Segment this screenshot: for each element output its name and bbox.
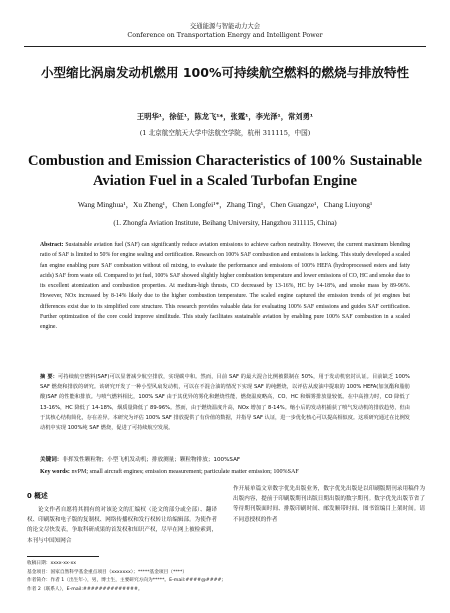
keywords-en <box>40 468 410 477</box>
footnote-divider <box>27 556 99 557</box>
abstract-en-text: Sustainable aviation fuel (SAF) can significantly reduce aviation emissions to achieve carbon neutrality. However, the current maximum blending ratio of SAF is limited to 50% for engine sealing and certification. Research on 100% SAF combustion and emissions is lacking. This study developed a scaled fan engine enabling pure SAF combustion without oil mixing, to evaluate the performance and emissions of 100% HEFA (hydroprocessed esters and fatty acids) SAF from waste oil. Compared to jet fuel, 100% SAF showed slightly higher combustion temperature and lower emissions of CO, HC and smoke due to its excellent atomization and combustion properties. At medium-high thrusts, CO decreased by 13-16%, HC by 14-18%, and smoke mass by 89-96%. However, NOx increased by 8-14% likely due to the higher combustion temperature. The scaled engine captured the emission trends of jet engines but differences exist due to its simplified core structure. This research provides valuable data for evaluating 100% SAF emissions and guides SAF certification. Further optimization of the core could improve similitude. This study facilitates sustainable aviation by enabling pure 100% SAF combustion in a scaled engine. <box>40 242 410 330</box>
paper-title-en: Combustion and Emission Characteristics of 100% Sustainable Aviation Fuel in a Scaled Turbofan Engine <box>27 153 423 189</box>
keywords-cn <box>40 456 410 465</box>
abstract-en-label: Abstract: <box>40 242 64 248</box>
section-heading-overview: 0 概述 <box>27 492 48 500</box>
header-divider <box>24 46 426 47</box>
keywords-cn-label: 关键词： <box>40 457 63 463</box>
keywords-cn-text: 非挥发性颗粒物；小型飞机发动机；排放测量；颗粒物排放；100%SAF <box>62 457 241 463</box>
author-list-cn: 王明华¹，徐征¹，陈龙飞¹*，张霆¹，李光泽¹，常刘勇¹ <box>136 112 314 121</box>
footnote-author-1: 作者简介：作者 1（出生年-），男，博士生，主要研究方向为*****。E-mail:####@####; <box>27 578 224 584</box>
affiliation-cn: (1 北京航空航天大学中法航空学院，杭州 311115，中国) <box>139 129 311 137</box>
paper-title-cn: 小型缩比涡扇发动机燃用 100%可持续航空燃料的燃烧与排放特性 <box>41 65 409 80</box>
running-head <box>0 22 450 40</box>
affiliation-en: (1. Zhongfa Aviation Institute, Beihang University, Hangzhou 311115, China) <box>113 219 337 227</box>
footnote-received-date: 收稿日期：xxxx-xx-xx <box>27 561 77 566</box>
body-column-left: 论文作者自愿将其拥有的对该论文的汇编权（论文的部分或全部）、翻译权、印刷版和电子版的复制权、网络传播权和发行权转让给编辑部。为使作者的论文尽快发表，争取科研成果的首发权和知识产权，尽早在网上被检索到，本刊与中国知网合 <box>27 507 217 544</box>
conference-name-en: Conference on Transportation Energy and Intelligent Power <box>127 31 323 39</box>
keywords-en-text: nvPM; small aircraft engines; emission measurement; particulate matter emission; 100%SAF <box>69 469 299 475</box>
abstract-en <box>40 240 410 332</box>
keywords-en-label: Key words: <box>40 469 70 475</box>
abstract-cn <box>40 372 410 433</box>
footnote-author-2: 作者 2（联系人），E-mail:##############。 <box>27 586 143 592</box>
abstract-cn-label: 摘 要： <box>40 374 59 380</box>
conference-name-cn: 交通能源与智能动力大会 <box>189 22 261 30</box>
author-list-en: Wang Minghua¹，Xu Zheng¹，Chen Longfei¹*，Zhang Ting¹，Chen Guangze¹，Chang Liuyong¹ <box>77 200 373 209</box>
abstract-cn-text: 可持续航空燃料(SAF)可以显著减少航空排放，实现碳中和。然而，目前 SAF 的最大混合比例被限制在 50%，用于发动机密封认证。目前缺乏 100% SAF 燃烧和排放的研究。该研究开发了一种小型风扇发动机，可以在不混合油的情况下实现 SAF 的纯燃烧，以评估从废油中提取的 100% HEFA(加氢酯和脂肪酸)SAF 的性能和排放。与喷气燃料相比，100% SAF 由于其优异的雾化和燃烧性能，燃烧温度略高，CO、HC 和烟雾排放量较低。在中高推力时，CO 降低了 13-16%，HC 降低了 14-18%，烟质量降低了 89-96%。然而，由于燃烧温度升高，NOx 增加了 8-14%。缩小后的发动机捕获了喷气发动机的排放趋势，但由于其核心结构简化，存在差异。本研究为评估 100% SAF 排放提供了有价值的数据，并指导 SAF 认证，进一步优化核心可以提高相似度。这项研究通过在比例发动机中实现 100%纯 SAF 燃烧，促进了可持续航空发展。 <box>40 374 410 432</box>
footnote-fund: 基金项目：国家自然科学基金重点项目（xxxxxxx）；*****基金项目（****） <box>27 569 188 575</box>
footnotes <box>27 560 426 594</box>
body-column-right: 作开展单篇文章数字优先出版业务，数字优先出版是以印刷版期刊录用稿件为出版内容，提前于印刷版期刊出版日期出版的数字期刊。数字优先出版节省了等待期刊版面时间、排版印刷时间、邮发顺带时间、图书馆编目上架时间。请不同意授权的作者 <box>233 486 425 523</box>
